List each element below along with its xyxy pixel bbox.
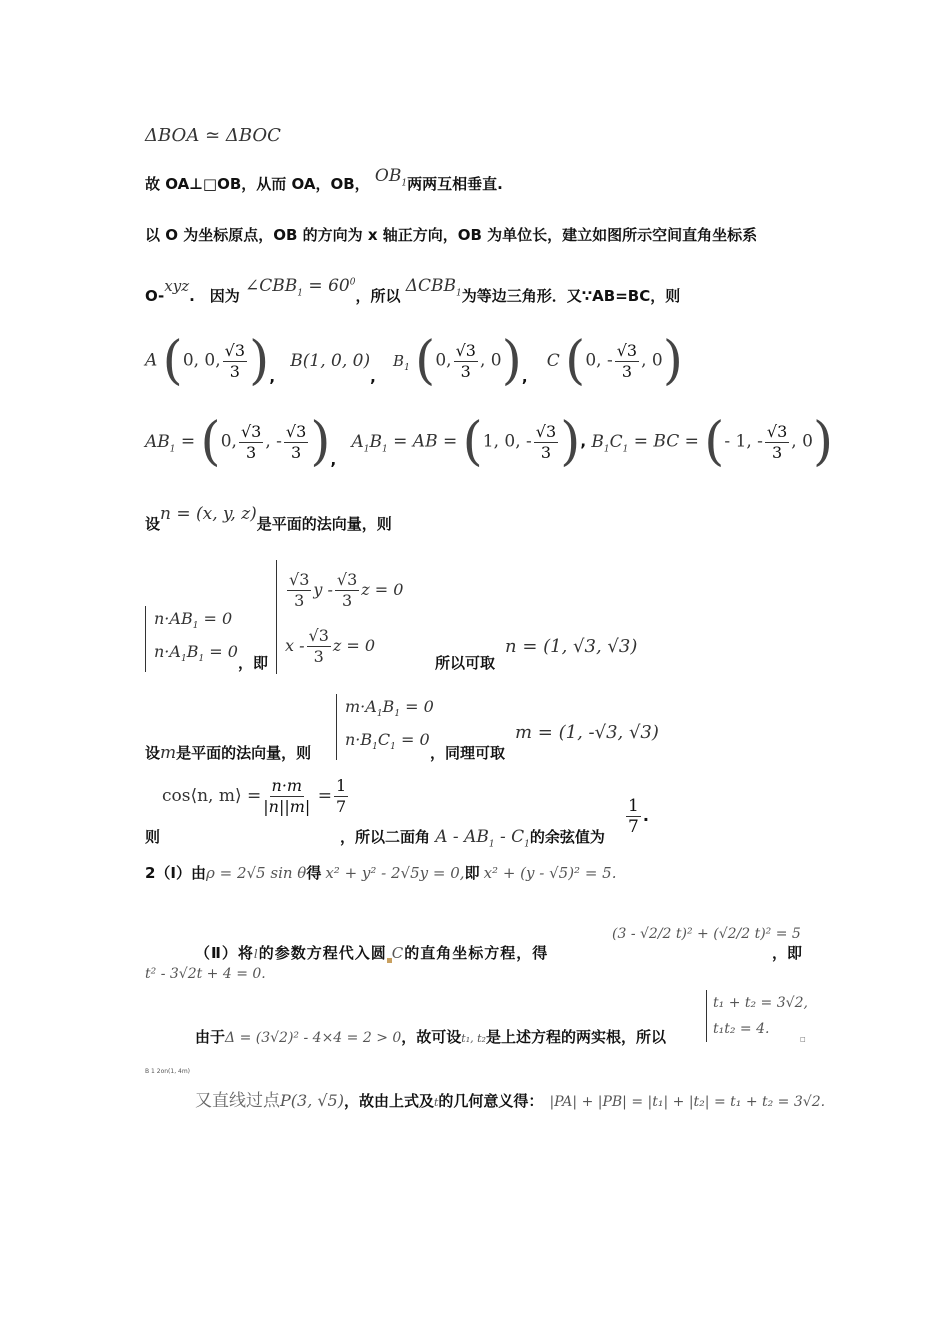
quadratic-equation: t² - 3√2t + 4 = 0. xyxy=(145,966,266,982)
angle-line: O-xyz. 因为 $\angle CBB_1 = 60^0$，所以 $\Delta CBB_1$为等边三角形．又∵AB=BC，则 xyxy=(145,276,681,305)
angle-cbb1: $\angle CBB_1 = 60^0$ xyxy=(245,276,356,299)
second-normal-line: 设m是平面的法向量，则 xyxy=(145,743,312,763)
normal-n-value: n = (1, √3, √3) xyxy=(505,636,638,657)
system-three: $m\cdot A_1B_1 = 0$ $n\cdot B_1C_1 = 0$ xyxy=(336,694,434,760)
part-one-line: 2（Ⅰ）由ρ = 2√5 sin θ得 x² + y² - 2√5y = 0,即 x² + (y - √5)² = 5. xyxy=(145,864,617,882)
frac-sqrt3-over-3: $\frac{√3}{3}$ xyxy=(224,340,246,381)
vieta-system: t₁ + t₂ = 3√2, t₁t₂ = 4. xyxy=(706,990,808,1042)
cosine-formula: cos⟨n, m⟩ = $\frac{n\cdot m}{|n||m|}$ = $\frac{1}{7}$ xyxy=(162,776,347,816)
system-one: $n\cdot AB_1 = 0$ $n\cdot A_1B_1 = 0$ xyxy=(145,606,238,672)
because-icon: ∵ xyxy=(581,287,593,305)
normal-m-value: m = (1, -√3, √3) xyxy=(515,722,659,743)
missing-glyph-box: □ xyxy=(202,175,218,193)
substituted-equation: (3 - √2/2 t)² + (√2/2 t)² = 5 xyxy=(612,926,801,942)
vector-line: $AB_1 = (0$, $\frac{√3}{3}$ , - $\frac{√3}{3}$ ), $A_1B_1$ = AB = (1, 0, - $\frac{√3}{3}$ ), $B_1C_1$ = BC = (- 1, - $\frac{√3}{3}$ , 0) xyxy=(145,412,834,472)
document-page: ΔBOA ≃ ΔBOC 故 OA⊥□OB，从而 OA，OB， $OB_1$两两互相垂直. 以 O 为坐标原点，OB 的方向为 x 轴正方向，OB 为单位长，建立如图所示空间直角坐标系 O-xyz. 因为 $\angle CBB_1 = 60^0$，所以 $\Delta CBB_1$为等边三角形．又∵AB=BC，则 A (0, 0, $\frac{√3}{3}$ ), B(1, 0, 0), $B_1$ (0, $\frac{√3}{3}$ , 0), C (0, - $\frac{√3}{3}$ , 0) $AB_1 = (0$, $\frac{√3}{3}$ , - $\frac{√3}{3}$ ), $A_1B_1$ = AB = (1, 0, - $\frac{√3}{3}$ ), $B_1C_1$ = BC = (- 1, - $\frac{√3}{3}$ , 0) 设n = (x, y, z)是平面的法向量，则 $n\cdot AB_1 = 0$ $n\cdot A_1B_1 = 0$ ，即 $\frac{√3}{3}$ y - $\frac{√3}{3}$ z = 0 x - $\frac{√3}{3}$ z = 0 所以可取 n = (1, √3, √3) $m\cdot A_1B_1 = 0$ $n\cdot B_1C_1 = 0$ 设m是平面的法向量，则 ，同理可取 m = (1, -√3, √3) 则 cos⟨n, m⟩ = $\frac{n\cdot m}{|n||m|}$ = $\frac{1}{7}$ ，所以二面角 A - $AB_1 - C_1$的余弦值为 $\frac{1}{7}$ . 2（Ⅰ）由ρ = 2√5 sin θ得 x² + y² - 2√5y = 0,即 x² + (y - √5)² = 5. （Ⅱ）将l的参数方程代入圆 C的直角坐标方程，得 (3 - √2/2 t)² + (√2/2 t)² = 5 ，即 t² - 3√2t + 4 = 0. 由于Δ = (3√2)² - 4×4 = 2 > 0，故可设t₁, t₂是上述方程的两实根，所以 t₁ + t₂ = 3√2, t₁t₂ = 4. □ B 1 2on(1, 4m) 又直线过点P(3, √5)，故由上式及t的几何意义得： |PA| + |PB| = |t₁| + |t₂| = t₁ + t₂ = 3√2. xyxy=(145,125,834,1111)
vector-a1b1: $A_1B_1$ xyxy=(351,431,388,454)
normal-n: n = (x, y, z) xyxy=(160,504,257,524)
discriminant-line: 由于Δ = (3√2)² - 4×4 = 2 > 0，故可设t₁, t₂是上述方程的两实根，所以 xyxy=(195,1028,666,1046)
coordinate-system-line: 以 O 为坐标原点，OB 的方向为 x 轴正方向，OB 为单位长，建立如图所示空间直角坐标系 xyxy=(145,226,758,244)
congruence-line xyxy=(145,125,281,146)
vector-b1c1: $B_1C_1$ xyxy=(591,431,629,454)
ob1-symbol: $OB_1$ xyxy=(374,166,408,189)
final-line: 又直线过点P(3, √5)，故由上式及t的几何意义得： |PA| + |PB| = |t₁| + |t₂| = t₁ + t₂ = 3√2. xyxy=(195,1091,826,1111)
system-two: $\frac{√3}{3}$ y - $\frac{√3}{3}$ z = 0 x - $\frac{√3}{3}$ z = 0 xyxy=(276,560,403,674)
perpendicular-line: 故 OA⊥□OB，从而 OA，OB， $OB_1$两两互相垂直. xyxy=(145,166,503,193)
point-coordinates-line: A (0, 0, $\frac{√3}{3}$ ), B(1, 0, 0), $B_1$ (0, $\frac{√3}{3}$ , 0), C (0, - $\frac{√3}{3}$ , 0) xyxy=(145,331,684,391)
vector-ab1: $AB_1$ xyxy=(145,431,176,454)
congruence-eq: ΔBOA ≃ ΔBOC xyxy=(145,125,281,146)
triangle-cbb1: $\Delta CBB_1$ xyxy=(405,276,462,299)
point-b: B(1, 0, 0) xyxy=(290,350,371,371)
normal-vector-line: 设n = (x, y, z)是平面的法向量，则 xyxy=(145,504,392,533)
part-two-line: （Ⅱ）将l的参数方程代入圆 C的直角坐标方程，得 xyxy=(195,944,549,962)
cosine-answer: $\frac{1}{7}$ . xyxy=(628,796,649,837)
dihedral-angle: A - $AB_1 - C_1$ xyxy=(435,827,530,850)
